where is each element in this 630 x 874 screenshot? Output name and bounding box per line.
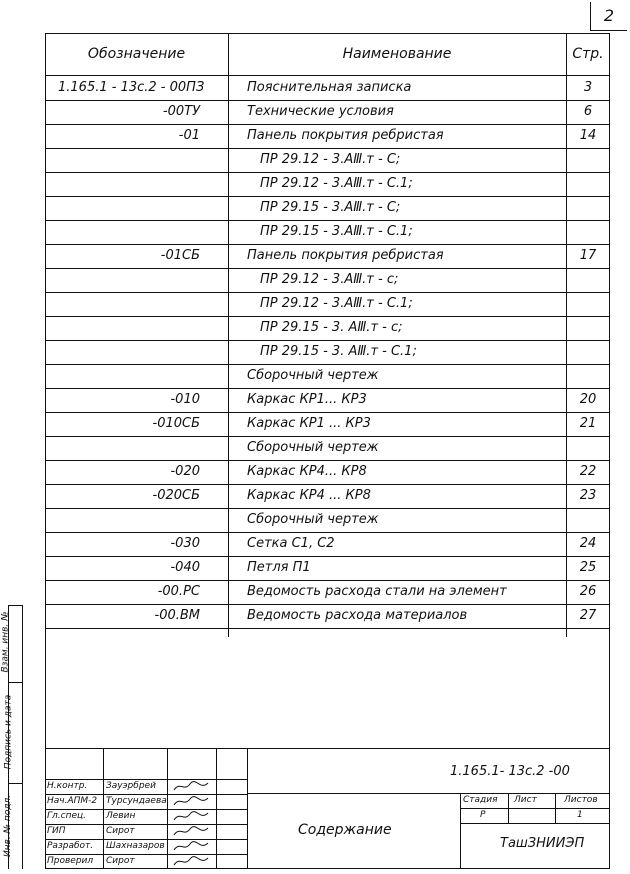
row-name: Сетка С1, С2 xyxy=(247,536,335,551)
stamp-person-line xyxy=(45,779,247,780)
row-code: -010СБ xyxy=(152,416,200,431)
stamp-col-b xyxy=(460,793,461,869)
row-name: ПР 29.15 - 3. АⅢ.т - С.1; xyxy=(260,344,417,359)
row-page: 26 xyxy=(579,584,597,599)
stamp-person-name: Зауэрбрей xyxy=(106,781,156,791)
stamp-line-e xyxy=(460,808,610,809)
side-label-sign: Подпись и дата xyxy=(3,694,14,770)
row-page: 22 xyxy=(579,464,597,479)
row-name: Сборочный чертеж xyxy=(247,440,379,455)
row-name: Пояснительная записка xyxy=(247,80,412,95)
row-name: ПР 29.12 - 3.АⅢ.т - с; xyxy=(260,272,399,287)
header-code: Обозначение xyxy=(87,46,186,62)
stamp-person-role: Нач.АПМ-2 xyxy=(47,796,98,806)
header-page: Стр. xyxy=(572,46,604,62)
sheet-number-box xyxy=(590,2,627,31)
row-line xyxy=(45,628,610,629)
row-name: Каркас КР4... КР8 xyxy=(247,464,367,479)
stamp-person-role: ГИП xyxy=(47,826,66,836)
row-page: 24 xyxy=(579,536,597,551)
row-name: Технические условия xyxy=(247,104,394,119)
stamp-person-role: Гл.спец. xyxy=(47,811,86,821)
stamp-person-name: Сирот xyxy=(106,826,135,836)
stamp-org: ТашЗНИИЭП xyxy=(500,836,585,851)
stamp-person-name: Левин xyxy=(106,811,136,821)
row-name: ПР 29.15 - 3.АⅢ.т - С; xyxy=(260,200,401,215)
header-name: Наименование xyxy=(342,46,452,62)
stamp-sheet-label: Лист xyxy=(514,795,537,805)
stamp-person-name: Турсундаева xyxy=(106,796,167,806)
stamp-person-name: Сирот xyxy=(106,856,135,866)
row-code: -00.ВМ xyxy=(154,608,200,623)
stamp-person-name: Шахназаров xyxy=(106,841,165,851)
row-code: -01СБ xyxy=(160,248,200,263)
row-name: Сборочный чертеж xyxy=(247,368,379,383)
row-name: Ведомость расхода стали на элемент xyxy=(247,584,507,599)
row-page: 27 xyxy=(579,608,597,623)
side-label-replace: Взам. инв. № xyxy=(0,611,11,673)
row-name: ПР 29.15 - 3. АⅢ.т - с; xyxy=(260,320,403,335)
row-name: ПР 29.12 - 3.АⅢ.т - С; xyxy=(260,152,401,167)
row-code: -020СБ xyxy=(152,488,200,503)
row-name: Каркас КР4 ... КР8 xyxy=(247,488,371,503)
stamp-doc-code: 1.165.1- 13с.2 -00 xyxy=(450,764,570,779)
stamp-top-line xyxy=(45,748,610,749)
side-label-inv: Инв. № подл. xyxy=(3,794,14,858)
row-name: ПР 29.12 - 3.АⅢ.т - С.1; xyxy=(260,176,413,191)
row-code: -00.РС xyxy=(157,584,200,599)
row-name: Ведомость расхода материалов xyxy=(247,608,468,623)
stamp-person-line xyxy=(45,824,247,825)
sheet-number: 2 xyxy=(603,6,615,25)
row-page: 21 xyxy=(579,416,597,431)
row-code: -01 xyxy=(178,128,200,143)
row-page: 17 xyxy=(579,248,597,263)
row-page: 14 xyxy=(579,128,597,143)
row-name: Петля П1 xyxy=(247,560,311,575)
stamp-sheets-label: Листов xyxy=(564,795,598,805)
row-code: -020 xyxy=(170,464,200,479)
row-page: 23 xyxy=(579,488,597,503)
row-code: -010 xyxy=(170,392,200,407)
row-name: Каркас КР1 ... КР3 xyxy=(247,416,371,431)
stamp-person-line xyxy=(45,794,247,795)
row-page: 25 xyxy=(579,560,597,575)
stamp-col-a xyxy=(247,748,248,869)
stamp-sheet: 1 xyxy=(577,810,583,820)
row-name: ПР 29.15 - 3.АⅢ.т - С.1; xyxy=(260,224,413,239)
stamp-person-role: Разработ. xyxy=(47,841,94,851)
side-column-border xyxy=(22,605,23,869)
stamp-person-line xyxy=(45,839,247,840)
row-code: -030 xyxy=(170,536,200,551)
stamp-stage: Р xyxy=(480,810,486,820)
stamp-person-role: Н.контр. xyxy=(47,781,88,791)
row-page: 6 xyxy=(583,104,593,119)
row-code: 1.165.1 - 13с.2 - 00ПЗ xyxy=(58,80,205,95)
stamp-line-f xyxy=(460,823,610,824)
stamp-person-line xyxy=(45,809,247,810)
signature-scribble xyxy=(172,855,212,871)
row-page: 20 xyxy=(579,392,597,407)
stamp-stage-label: Стадия xyxy=(463,795,498,805)
row-name: Сборочный чертеж xyxy=(247,512,379,527)
row-name: ПР 29.12 - 3.АⅢ.т - С.1; xyxy=(260,296,413,311)
row-name: Панель покрытия ребристая xyxy=(247,248,444,263)
stamp-person-line xyxy=(45,854,247,855)
stamp-person-role: Проверил xyxy=(47,856,94,866)
row-page: 3 xyxy=(583,80,593,95)
row-name: Каркас КР1... КР3 xyxy=(247,392,367,407)
row-code: -040 xyxy=(170,560,200,575)
row-name: Панель покрытия ребристая xyxy=(247,128,444,143)
stamp-title: Содержание xyxy=(298,822,392,838)
row-code: -00ТУ xyxy=(162,104,200,119)
